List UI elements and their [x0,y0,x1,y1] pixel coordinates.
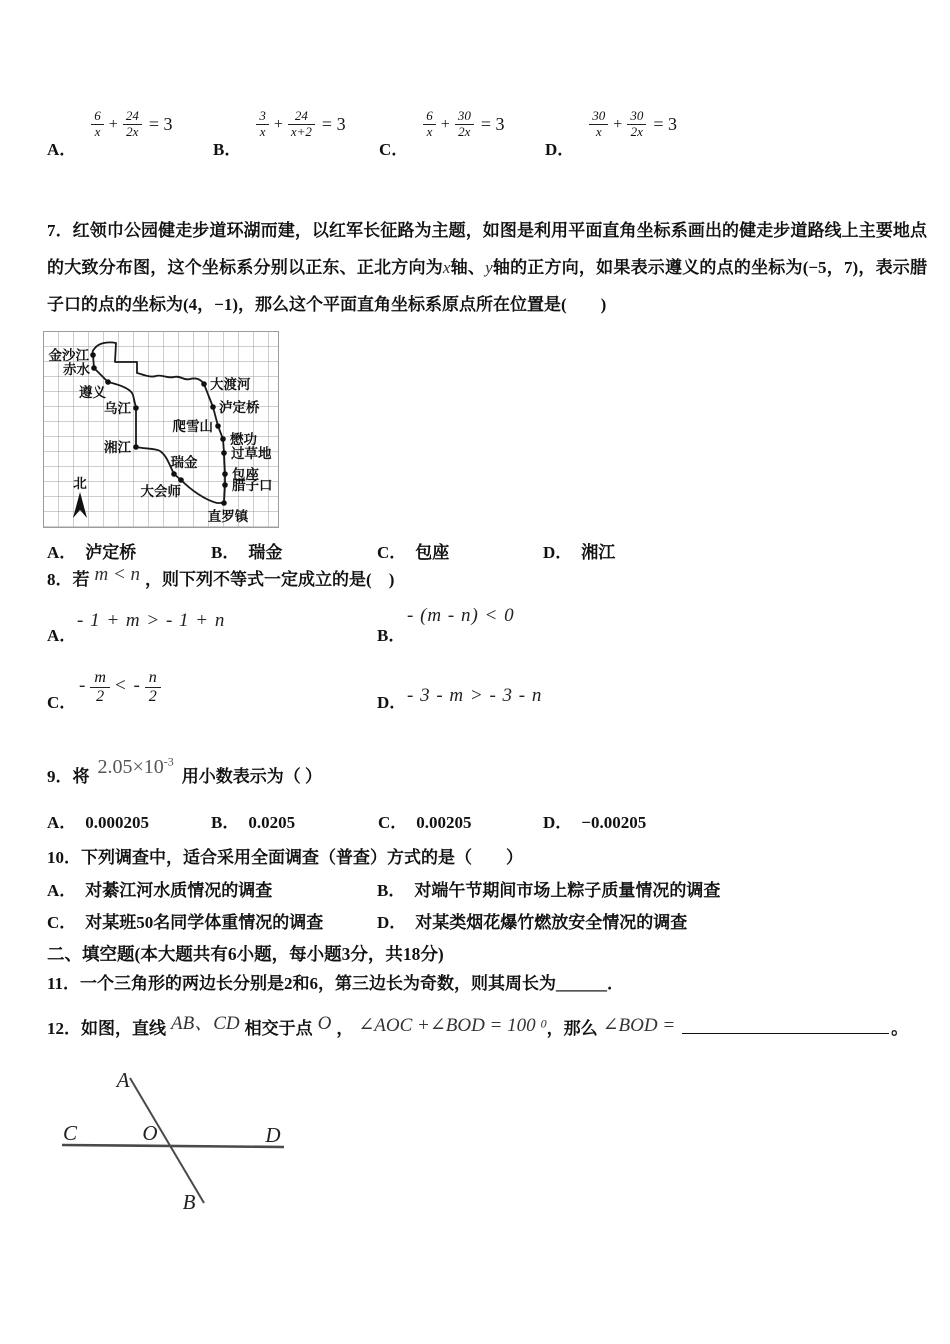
q6-option-c [379,98,504,160]
q7-option-a [47,538,136,563]
option-label: B． [377,881,406,900]
math-lines-ab-cd: AB、CD [171,1013,240,1034]
q10-option-b [377,876,720,901]
degree-superscript: 0 [540,1016,547,1031]
point-label-a: A [116,1068,130,1092]
power-base: 2.05×10 [97,756,164,778]
q7-option-b [211,538,282,563]
q10-option-a [47,876,272,901]
station-dot [91,365,97,371]
q6-option-a [47,98,172,160]
q12-text-part: ， [336,1019,354,1038]
minus-sign: - [79,674,87,696]
option-label: A． [47,813,77,832]
math-var-y: y [485,258,493,277]
station-dot [221,450,227,456]
option-text: 对端午节期间市场上粽子质量情况的调查 [414,881,721,900]
math-angle-bod: ∠BOD = [602,1015,676,1036]
north-label: 北 [73,476,87,491]
q6-option-d [545,98,677,160]
q9-option-b [211,808,295,833]
q9-option-c [378,808,472,833]
answer-blank-line [682,1015,889,1034]
intersecting-lines-figure [55,1062,295,1217]
station-dot [201,381,207,387]
station-label: 过草地 [231,446,272,461]
line-ab [130,1078,204,1203]
q8-option-a-expr: - 1 + m > - 1 + n [77,610,226,631]
station-label: 大渡河 [210,377,251,392]
power-exponent: -3 [163,754,174,769]
equation [423,109,504,140]
question-8-title [47,565,394,591]
station-dot [178,477,184,483]
option-text: 对某班50名同学体重情况的调查 [85,913,324,932]
question-11-text: 11．一个三角形的两边长分别是2和6，第三边长为奇数，则其周长为______． [47,974,625,993]
fraction: $\frac{30}{2x}$ [455,109,474,140]
q7-text-part: 轴、 [450,258,486,277]
q12-text-part: 。 [891,1019,909,1038]
plus-sign: + [440,115,450,133]
fraction: $\frac{6}{x}$ [91,109,104,140]
fraction: $\frac{30}{2x}$ [627,109,646,140]
option-label: A． [47,140,77,159]
fraction: $\frac{m}{2}$ [90,669,110,705]
station-label: 泸定桥 [219,400,260,415]
option-text: 泸定桥 [85,543,137,562]
q8-option-c-expr [79,669,161,705]
q8-option-b-expr: - (m - n) < 0 [407,605,515,626]
q10-option-d [377,908,687,933]
option-text: 湘江 [581,543,616,562]
option-label: C． [378,813,408,832]
equals-rhs: = 3 [321,114,346,135]
question-12-text [47,1013,927,1040]
station-dot [222,471,228,477]
q9-option-a [47,808,149,833]
fraction: $\frac{24}{x+2}$ [288,109,315,140]
question-10-title: 10．下列调查中，适合采用全面调查（普查）方式的是（ ） [47,848,523,867]
option-label: C． [379,140,409,159]
q7-option-c [377,538,449,563]
fraction: $\frac{3}{x}$ [256,109,269,140]
station-dot [222,482,228,488]
point-label-d: D [265,1123,281,1147]
q8-option-d-expr: - 3 - m > - 3 - n [407,685,543,706]
station-label: 懋功 [230,432,257,447]
point-label-c: C [62,1121,78,1145]
station-label: 直罗镇 [207,509,249,524]
option-label: A． [47,543,77,562]
equation [589,109,677,140]
q6-option-b [213,98,346,160]
station-label: 大会师 [140,484,181,499]
q10-option-c [47,908,323,933]
fraction: $\frac{6}{x}$ [423,109,436,140]
plus-sign: + [613,115,623,133]
equals-rhs: = 3 [148,114,173,135]
station-dot [105,379,111,385]
q9-text-part: 用小数表示为（ ） [181,767,323,786]
option-label: D． [543,813,573,832]
option-label: C． [47,913,77,932]
station-label: 爬雪山 [172,419,213,434]
option-label: D． [377,913,407,932]
station-dot [90,352,96,358]
q7-text-part: 轴的正方向，如果表示遵义的点的坐标为(−5，7)，表示腊子口的点的坐标为(4，−1)，那么这个平面直角坐标系原点所在位置是( ) [47,258,928,314]
option-text: 对綦江河水质情况的调查 [85,881,273,900]
equals-rhs: = 3 [653,114,677,135]
station-dot [133,405,139,411]
option-label: A． [47,626,77,645]
option-text: 瑞金 [248,543,283,562]
station-dot [133,444,139,450]
q8-text-part: ，则下列不等式一定成立的是( ) [145,570,395,589]
equals-rhs: = 3 [480,114,505,135]
point-label-o: O [142,1121,158,1145]
station-dot [221,500,227,506]
station-label: 瑞金 [170,455,198,470]
station-dot [171,471,177,477]
option-text: 0.00205 [416,813,472,832]
option-label: D． [377,693,407,712]
fraction: $\frac{24}{2x}$ [123,109,142,140]
section-2-header: 二、填空题(本大题共有6小题，每小题3分，共18分) [47,944,444,964]
option-label: C． [47,693,77,712]
point-label-b: B [182,1190,196,1214]
q8-text-part: 8．若 [47,570,90,589]
q9-text-part: 9．将 [47,767,90,786]
option-label: C． [377,543,407,562]
q8-options-ab [47,605,927,645]
station-label: 包座 [232,467,259,482]
station-label: 金沙江 [48,348,89,363]
station-label: 遵义 [79,385,106,400]
option-label: D． [543,543,573,562]
q7-text-part: 7．红领巾公园健走步道环湖而建，以红军长征路为主题，如图是利用平面直角坐标系画出的健走步道路线上主要地点的大致分布图，这个坐标系分别以正东、正北方向为 [47,221,927,277]
math-point-o: O [317,1013,332,1034]
option-text: 0.000205 [85,813,150,832]
question-7-text [47,212,927,323]
math-angle-equation: ∠AOC +∠BOD = 100 [358,1015,536,1036]
option-label: B． [211,543,240,562]
q12-text-part: 相交于点 [244,1019,313,1038]
fraction: $\frac{n}{2}$ [145,669,161,705]
option-text: 0.0205 [248,813,296,832]
station-label: 乌江 [104,401,131,416]
q12-text-part: ，那么 [546,1019,598,1038]
equation [91,109,172,140]
equation [256,109,345,140]
option-label: A． [47,881,77,900]
line-cd [62,1145,284,1147]
station-dot [215,423,221,429]
fraction: $\frac{30}{x}$ [589,109,608,140]
q7-option-d [543,538,615,563]
comparison: < - [113,674,141,696]
station-label: 赤水 [63,362,90,377]
long-march-map-figure [43,331,279,529]
plus-sign: + [273,115,283,133]
station-dot [220,436,226,442]
scientific-notation [98,756,174,778]
plus-sign: + [108,115,118,133]
option-label: B． [377,626,406,645]
station-label: 湘江 [104,440,131,455]
q8-options-cd [47,663,927,718]
option-label: B． [213,140,242,159]
option-text: 包座 [415,543,450,562]
math-condition: m < n [94,564,141,585]
option-text: −0.00205 [581,813,647,832]
math-var-x: x [442,258,451,277]
option-text: 对某类烟花爆竹燃放安全情况的调查 [415,913,688,932]
q12-text-part: 12．如图，直线 [47,1019,166,1038]
station-label: 腊子口 [232,478,273,493]
question-9-title [47,754,323,788]
option-label: B． [211,813,240,832]
q9-option-d [543,808,646,833]
option-label: D． [545,140,575,159]
station-dot [210,404,216,410]
